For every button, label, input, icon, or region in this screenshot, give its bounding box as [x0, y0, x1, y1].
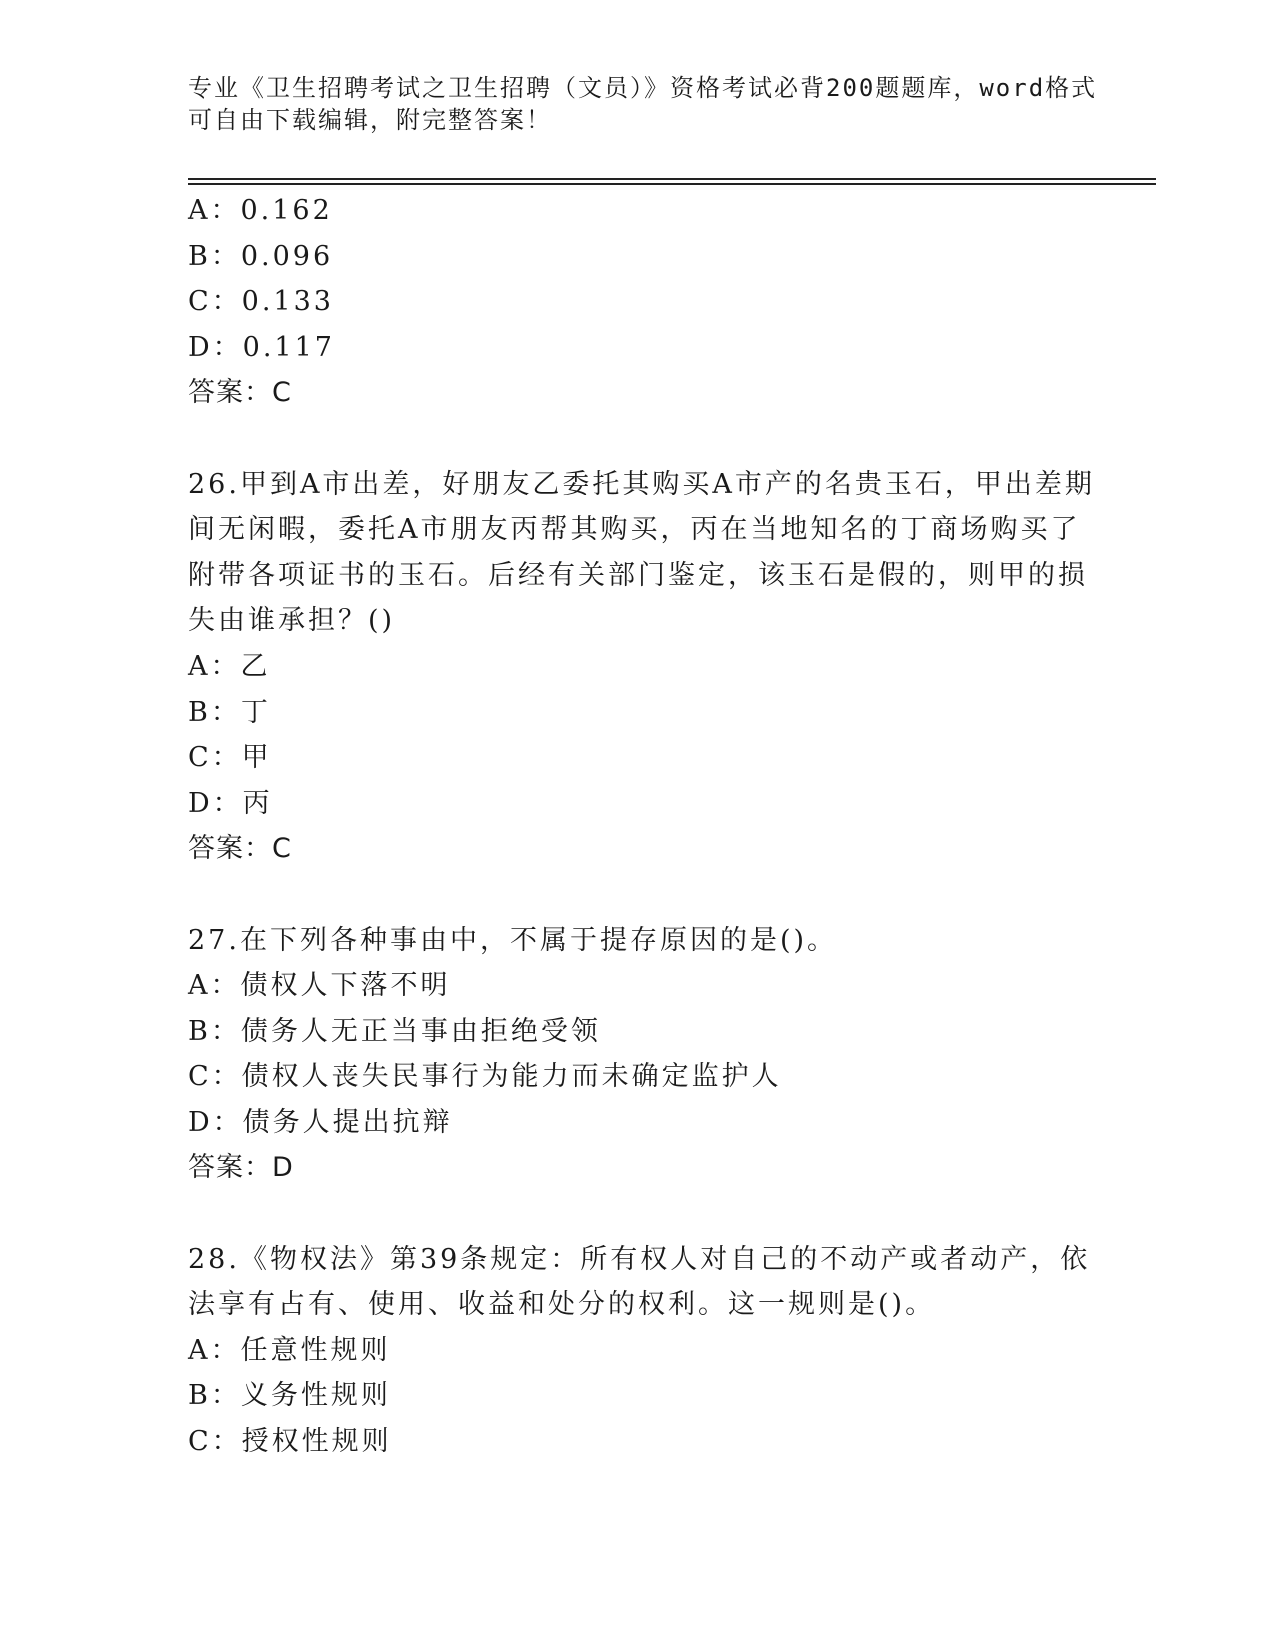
question-stem-line: 27.在下列各种事由中，不属于提存原因的是()。	[188, 924, 838, 956]
header-rule-top	[188, 178, 1156, 180]
option-a: A：0.162	[188, 195, 333, 226]
answer: 答案：D	[188, 1152, 294, 1184]
answer: 答案：C	[188, 377, 292, 409]
option-a: A：任意性规则	[188, 1334, 391, 1366]
option-c: C：0.133	[188, 286, 334, 318]
option-b: B：丁	[188, 696, 271, 728]
document-header	[188, 72, 1098, 136]
option-d: D：0.117	[188, 331, 335, 363]
option-c: C：债权人丧失民事行为能力而未确定监护人	[188, 1061, 782, 1093]
spacer	[188, 1191, 1088, 1237]
header-line-2: 可自由下载编辑，附完整答案！	[188, 106, 552, 134]
option-d: D：债务人提出抗辩	[188, 1106, 453, 1138]
question-list	[188, 188, 1095, 1465]
question-stem-line: 法享有占有、使用、收益和处分的权利。这一规则是()。	[188, 1289, 936, 1321]
header-rule-bottom	[188, 183, 1156, 185]
option-a: A：乙	[188, 650, 271, 682]
answer: 答案：C	[188, 833, 292, 865]
option-b: B：债务人无正当事由拒绝受领	[188, 1015, 601, 1047]
question-25	[188, 188, 1088, 416]
question-26	[188, 462, 1095, 872]
spacer	[188, 872, 1088, 918]
spacer	[188, 416, 1088, 462]
question-stem-line: 失由谁承担？()	[188, 605, 396, 637]
option-c: C：甲	[188, 742, 272, 774]
header-line-1: 专业《卫生招聘考试之卫生招聘（文员）》资格考试必背200题题库，word格式	[188, 74, 1098, 102]
option-c: C：授权性规则	[188, 1426, 392, 1458]
question-28	[188, 1237, 1091, 1465]
question-stem-line: 附带各项证书的玉石。后经有关部门鉴定，该玉石是假的，则甲的损	[188, 559, 1088, 591]
question-stem-line: 28.《物权法》第39条规定：所有权人对自己的不动产或者动产，依	[188, 1243, 1091, 1275]
option-d: D：丙	[188, 787, 273, 819]
question-stem-line: 26.甲到A市出差，好朋友乙委托其购买A市产的名贵玉石，甲出差期	[188, 468, 1095, 500]
option-b: B：义务性规则	[188, 1380, 391, 1412]
question-stem-line: 间无闲暇，委托A市朋友丙帮其购买，丙在当地知名的丁商场购买了	[188, 514, 1081, 546]
question-27	[188, 918, 1088, 1192]
option-b: B：0.096	[188, 240, 334, 272]
option-a: A：债权人下落不明	[188, 970, 451, 1002]
